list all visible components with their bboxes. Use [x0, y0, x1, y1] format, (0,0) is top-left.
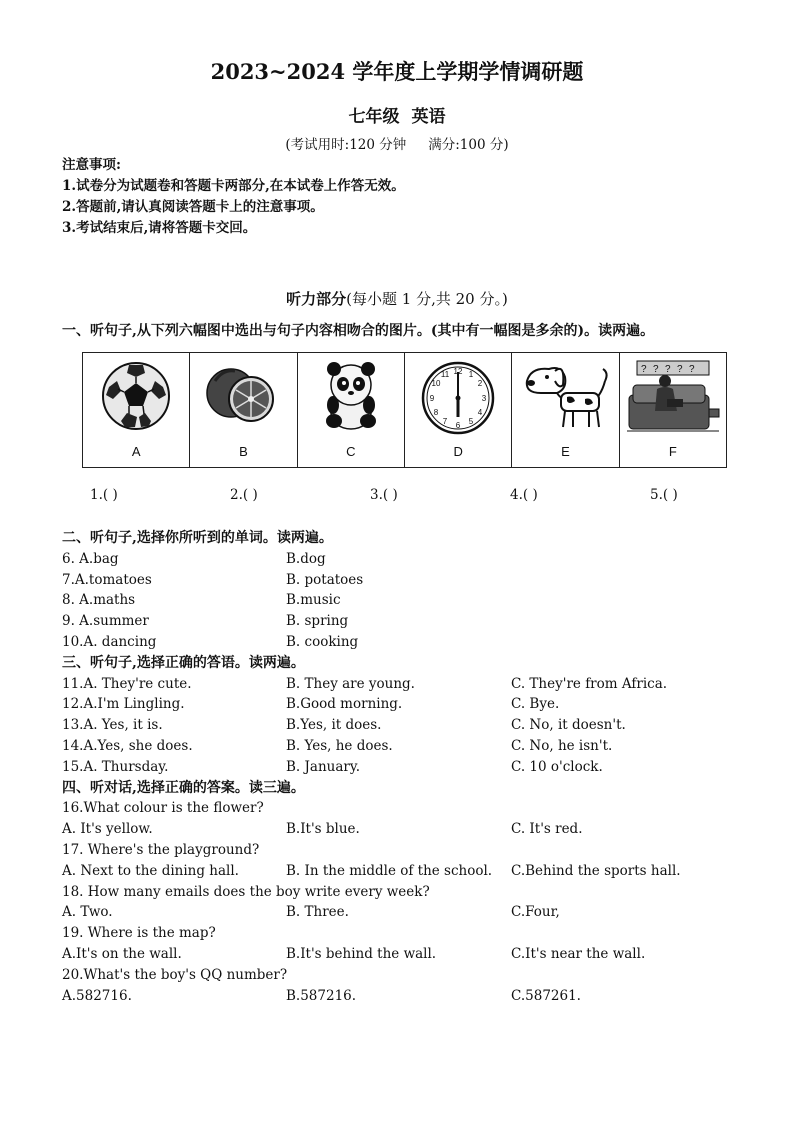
picture-d — [405, 353, 512, 467]
question-text: 20.What's the boy's QQ number? — [62, 966, 288, 983]
option-b: B.Yes, it does. — [286, 717, 382, 734]
clock-icon — [419, 359, 497, 437]
picture-a — [83, 353, 190, 467]
part2-instruction: 二、听句子,选择你所听到的单词。读两遍。 — [62, 530, 333, 546]
question-text: 18. How many emails does the boy write every week? — [62, 883, 430, 900]
question-row — [62, 549, 762, 570]
question-row — [62, 590, 762, 611]
picture-f — [620, 353, 726, 467]
svg-text:11: 11 — [440, 370, 450, 379]
picture-label: B — [239, 444, 248, 459]
option-a: A.It's on the wall. — [62, 945, 182, 962]
part4-instruction: 四、听对话,选择正确的答案。读三遍。 — [62, 779, 305, 796]
question-text: 17. Where's the playground? — [62, 841, 260, 858]
svg-text:1: 1 — [468, 370, 474, 379]
option-b: B.It's behind the wall. — [286, 945, 437, 962]
option-a: 13.A. Yes, it is. — [62, 717, 163, 734]
option-b: B.587216. — [286, 987, 357, 1004]
option-a: 10.A. dancing — [62, 633, 157, 650]
note-item: 2.答题前,请认真阅读答题卡上的注意事项。 — [62, 199, 324, 215]
option-c: C. No, he isn't. — [511, 737, 613, 754]
picture-label: F — [668, 444, 677, 459]
svg-text:9: 9 — [429, 394, 435, 403]
option-b: B. In the middle of the school. — [286, 862, 493, 879]
time-limit: (考试用时:120 分钟 — [285, 137, 407, 153]
option-c: C.Four, — [511, 904, 560, 921]
option-b: B. potatoes — [286, 571, 364, 588]
svg-text:8: 8 — [433, 408, 439, 417]
subject-label: 英语 — [411, 107, 446, 127]
answer-blank-1[interactable]: 1.( ) — [90, 487, 118, 503]
option-a: A. Two. — [62, 904, 113, 921]
question-text: 16.What colour is the flower? — [62, 800, 264, 817]
woman-on-sofa-icon — [623, 359, 723, 435]
question-row — [62, 694, 762, 715]
question-row — [62, 757, 762, 778]
svg-text:?: ? — [688, 364, 695, 375]
soccer-ball-icon — [99, 359, 173, 433]
option-b: B. January. — [286, 758, 360, 775]
picture-c — [298, 353, 405, 467]
option-b: B.It's blue. — [286, 821, 360, 838]
answer-blank-5[interactable]: 5.( ) — [650, 487, 678, 503]
option-b: B. Yes, he does. — [286, 737, 393, 754]
answer-blank-3[interactable]: 3.( ) — [370, 487, 398, 503]
exam-time-info — [0, 133, 794, 153]
svg-text:?: ? — [664, 364, 671, 375]
option-a: 14.A.Yes, she does. — [62, 737, 193, 754]
question-row — [62, 570, 762, 591]
option-c: C. No, it doesn't. — [511, 717, 626, 734]
full-score: 满分:100 分) — [428, 137, 509, 153]
option-c: C.It's near the wall. — [511, 945, 646, 962]
dog-icon — [517, 359, 613, 433]
listening-section-heading — [0, 288, 794, 309]
grade-label: 七年级 — [348, 107, 400, 127]
svg-text:?: ? — [676, 364, 683, 375]
option-b: B.Good morning. — [286, 696, 403, 713]
picture-e — [512, 353, 619, 467]
part3-instruction: 三、听句子,选择正确的答语。读两遍。 — [62, 654, 305, 671]
svg-text:2: 2 — [477, 379, 483, 388]
svg-text:?: ? — [652, 364, 659, 375]
part1-instruction: 一、听句子,从下列六幅图中选出与句子内容相吻合的图片。(其中有一幅图是多余的)。读两遍。 — [62, 323, 655, 339]
question-row — [62, 819, 762, 840]
option-a: A. It's yellow. — [62, 821, 153, 838]
listening-heading-note: (每小题 1 分,共 20 分。) — [346, 290, 508, 308]
option-a: 8. A.maths — [62, 592, 136, 609]
option-b: B. Three. — [286, 904, 349, 921]
picture-label: C — [346, 444, 356, 459]
svg-text:4: 4 — [477, 408, 483, 417]
svg-text:?: ? — [640, 364, 647, 375]
notes-block — [62, 155, 405, 239]
option-b: B. spring — [286, 613, 349, 630]
option-a: 12.A.I'm Lingling. — [62, 696, 185, 713]
question-row — [62, 944, 762, 965]
picture-label: A — [131, 444, 141, 459]
option-a: 6. A.bag — [62, 550, 119, 567]
option-a: A. Next to the dining hall. — [62, 862, 239, 879]
note-item: 3.考试结束后,请将答题卡交回。 — [62, 220, 257, 236]
question-row — [62, 902, 762, 923]
question-row — [62, 736, 762, 757]
svg-text:5: 5 — [468, 417, 474, 426]
questions-area — [62, 528, 762, 1006]
question-row — [62, 674, 762, 695]
orange-fruit-icon — [203, 359, 283, 429]
option-c: C. Bye. — [511, 696, 560, 713]
option-b: B. cooking — [286, 633, 359, 650]
notes-heading: 注意事项: — [62, 157, 121, 173]
question-row — [62, 632, 762, 653]
svg-text:7: 7 — [442, 417, 448, 426]
question-text: 19. Where is the map? — [62, 925, 216, 942]
question-row — [62, 986, 762, 1007]
option-a: A.582716. — [62, 987, 132, 1004]
note-item: 1.试卷分为试题卷和答题卡两部分,在本试卷上作答无效。 — [62, 178, 405, 194]
picture-label: D — [453, 444, 463, 459]
picture-b — [190, 353, 297, 467]
option-c: C.Behind the sports hall. — [511, 862, 681, 879]
exam-subtitle — [0, 102, 794, 127]
svg-text:6: 6 — [455, 421, 461, 430]
option-a: 11.A. They're cute. — [62, 675, 192, 692]
picture-grid — [82, 352, 727, 468]
exam-title: 2023~2024 学年度上学期学情调研题 — [210, 59, 584, 84]
listening-heading: 听力部分 — [286, 290, 347, 308]
option-c: C. It's red. — [511, 821, 583, 838]
option-c: C.587261. — [511, 987, 581, 1004]
picture-label: E — [561, 444, 570, 459]
answer-blank-4[interactable]: 4.( ) — [510, 487, 538, 503]
option-a: 9. A.summer — [62, 613, 149, 630]
svg-text:3: 3 — [481, 394, 487, 403]
question-row — [62, 861, 762, 882]
panda-toy-icon — [316, 359, 386, 433]
option-c: C. 10 o'clock. — [511, 758, 603, 775]
svg-text:12: 12 — [453, 367, 463, 376]
question-row — [62, 715, 762, 736]
option-c: C. They're from Africa. — [511, 675, 668, 692]
option-b: B. They are young. — [286, 675, 415, 692]
option-a: 7.A.tomatoes — [62, 571, 152, 588]
option-a: 15.A. Thursday. — [62, 758, 169, 775]
answer-blank-2[interactable]: 2.( ) — [230, 487, 258, 503]
option-b: B.music — [286, 592, 341, 609]
question-row — [62, 611, 762, 632]
option-b: B.dog — [286, 550, 326, 567]
svg-text:10: 10 — [431, 379, 441, 388]
